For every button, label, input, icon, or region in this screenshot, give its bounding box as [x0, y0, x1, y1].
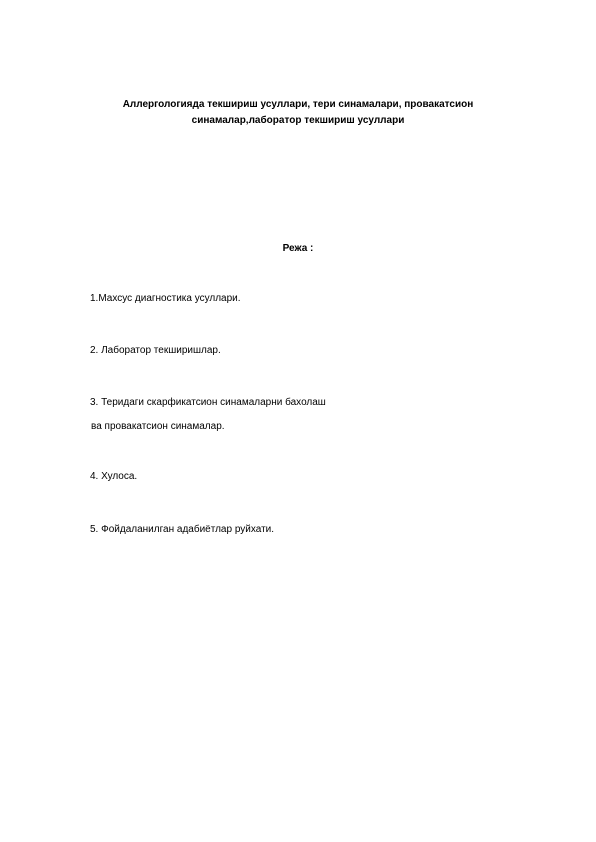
plan-item-1: 1.Махсус диагностика усуллари. — [90, 293, 241, 304]
plan-item-3-line-1: 3. Теридаги скарфикатсион синамаларни бахолаш — [90, 397, 326, 408]
title-line-1: Аллергологияда текшириш усуллари, тери синамалари, провакатсион — [122, 99, 474, 110]
plan-item-4: 4. Хулоса. — [90, 471, 138, 482]
title-line-2: синамалар,лаборатор текшириш усуллари — [191, 115, 405, 126]
plan-item-5: 5. Фойдаланилган адабиётлар руйхати. — [90, 524, 275, 535]
document-title — [60, 97, 536, 129]
plan-heading: Режа : — [282, 243, 314, 254]
plan-item-2: 2. Лаборатор текширишлар. — [90, 345, 221, 356]
plan-item-3-line-2: ва провакатсион синамалар. — [91, 421, 225, 432]
